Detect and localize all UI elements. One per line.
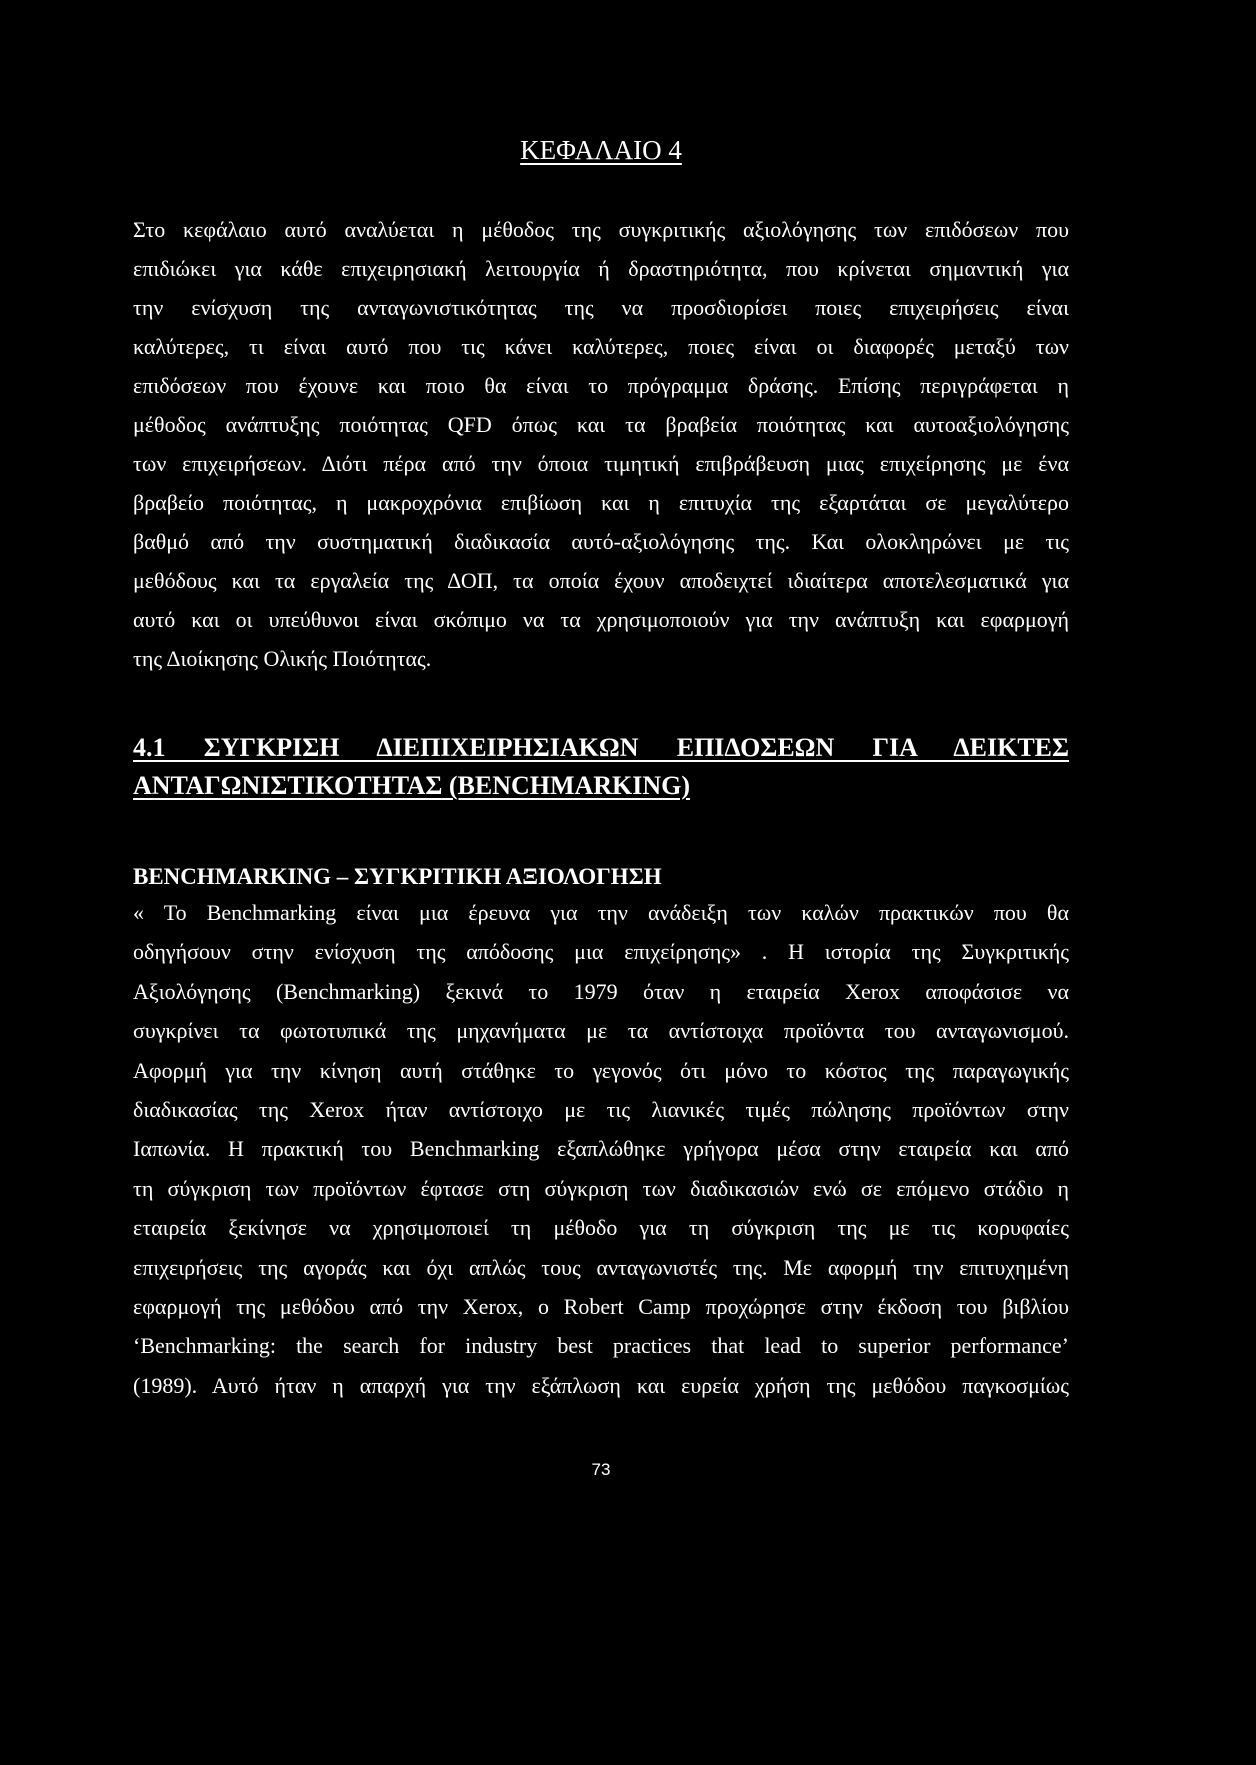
body-line: ‘Benchmarking: the search for industry best practices that lead to superior performance’ [133,1333,1069,1359]
body-line: διαδικασίας της Xerox ήταν αντίστοιχο με τις λιανικές τιμές πώλησης προϊόντων στην [133,1096,1069,1122]
body-line: « Το Benchmarking είναι μια έρευνα για την ανάδειξη των καλών πρακτικών που θα [133,900,1069,925]
body-line: τη σύγκριση των προϊόντων έφτασε στη σύγκριση των διαδικασιών ενώ σε επόμενο στάδιο η [133,1175,1069,1201]
chapter-title [133,130,1069,170]
intro-line: επιδόσεων που έχουνε και ποιο θα είναι το πρόγραμμα δράσης. Επίσης περιγράφεται η [133,373,1069,398]
chapter-title-text: ΚΕΦΑΛΑΙΟ 4 [520,135,682,165]
intro-line: μέθοδος ανάπτυξης ποιότητας QFD όπως και τα βραβεία ποιότητας και αυτοαξιολόγησης [133,412,1069,437]
body-line: συγκρίνει τα φωτοτυπικά της μηχανήματα με τα αντίστοιχα προϊόντα του ανταγωνισμού. [133,1018,1069,1044]
section-heading-line: 4.1 ΣΥΓΚΡΙΣΗ ΔΙΕΠΙΧΕΙΡΗΣΙΑΚΩΝ ΕΠΙΔΟΣΕΩΝ ΓΙΑ ΔΕΙΚΤΕΣ [133,733,1069,762]
intro-line: καλύτερες, τι είναι αυτό που τις κάνει καλύτερες, ποιες είναι οι διαφορές μεταξύ των [133,334,1069,359]
intro-line: την ενίσχυση της ανταγωνιστικότητας της να προσδιορίσει ποιες επιχειρήσεις είναι [133,295,1069,320]
body-line: εφαρμογή της μεθόδου από την Xerox, ο Robert Camp προχώρησε στην έκδοση του βιβλίου [133,1293,1069,1319]
body-line: Αφορμή για την κίνηση αυτή στάθηκε το γεγονός ότι μόνο το κόστος της παραγωγικής [133,1057,1069,1083]
intro-line: μεθόδους και τα εργαλεία της ΔΟΠ, τα οποία έχουν αποδειχτεί ιδιαίτερα αποτελεσματικά για [133,568,1069,593]
intro-line: βραβείο ποιότητας, η μακροχρόνια επιβίωση και η επιτυχία της εξαρτάται σε μεγαλύτερο [133,490,1069,515]
intro-line: των επιχειρήσεων. Διότι πέρα από την όποια τιμητική επιβράβευση μιας επιχείρησης με ένα [133,451,1069,476]
page-number: 73 [591,1460,611,1479]
intro-paragraph [133,210,1069,678]
intro-line: βαθμό από την συστηματική διαδικασία αυτό-αξιολόγησης της. Και ολοκληρώνει με τις [133,529,1069,554]
subheading: BENCHMARKING – ΣΥΓΚΡΙΤΙΚΗ ΑΞΙΟΛΟΓΗΣΗ [133,864,662,889]
intro-line: αυτό και οι υπεύθυνοι είναι σκόπιμο να τα χρησιμοποιούν για την ανάπτυξη και εφαρμογή [133,607,1069,632]
body-line: επιχειρήσεις της αγοράς και όχι απλώς τους ανταγωνιστές της. Με αφορμή την επιτυχημένη [133,1254,1069,1280]
intro-line: της Διοίκησης Ολικής Ποιότητας. [133,646,432,671]
body-line: εταιρεία ξεκίνησε να χρησιμοποιεί τη μέθοδο για τη σύγκριση της με τις κορυφαίες [133,1215,1069,1241]
body-paragraph [133,893,1069,1405]
intro-line: Στο κεφάλαιο αυτό αναλύεται η μέθοδος της συγκριτικής αξιολόγησης των επιδόσεων που [133,217,1069,242]
body-line: Ιαπωνία. Η πρακτική του Benchmarking εξαπλώθηκε γρήγορα μέσα στην εταιρεία και από [133,1136,1069,1162]
section-heading [133,729,1069,805]
intro-line: επιδιώκει για κάθε επιχειρησιακή λειτουργία ή δραστηριότητα, που κρίνεται σημαντική για [133,256,1069,281]
section-heading-line: ΑΝΤΑΓΩΝΙΣΤΙΚΟΤΗΤΑΣ (BENCHMARKING) [133,771,691,800]
body-line: Αξιολόγησης (Benchmarking) ξεκινά το 1979 όταν η εταιρεία Xerox αποφάσισε να [133,978,1069,1004]
body-line: οδηγήσουν στην ενίσχυση της απόδοσης μια επιχείρησης» . Η ιστορία της Συγκριτικής [133,939,1069,965]
body-line: (1989). Αυτό ήταν η απαρχή για την εξάπλωση και ευρεία χρήση της μεθόδου παγκοσμίως [133,1372,1069,1398]
